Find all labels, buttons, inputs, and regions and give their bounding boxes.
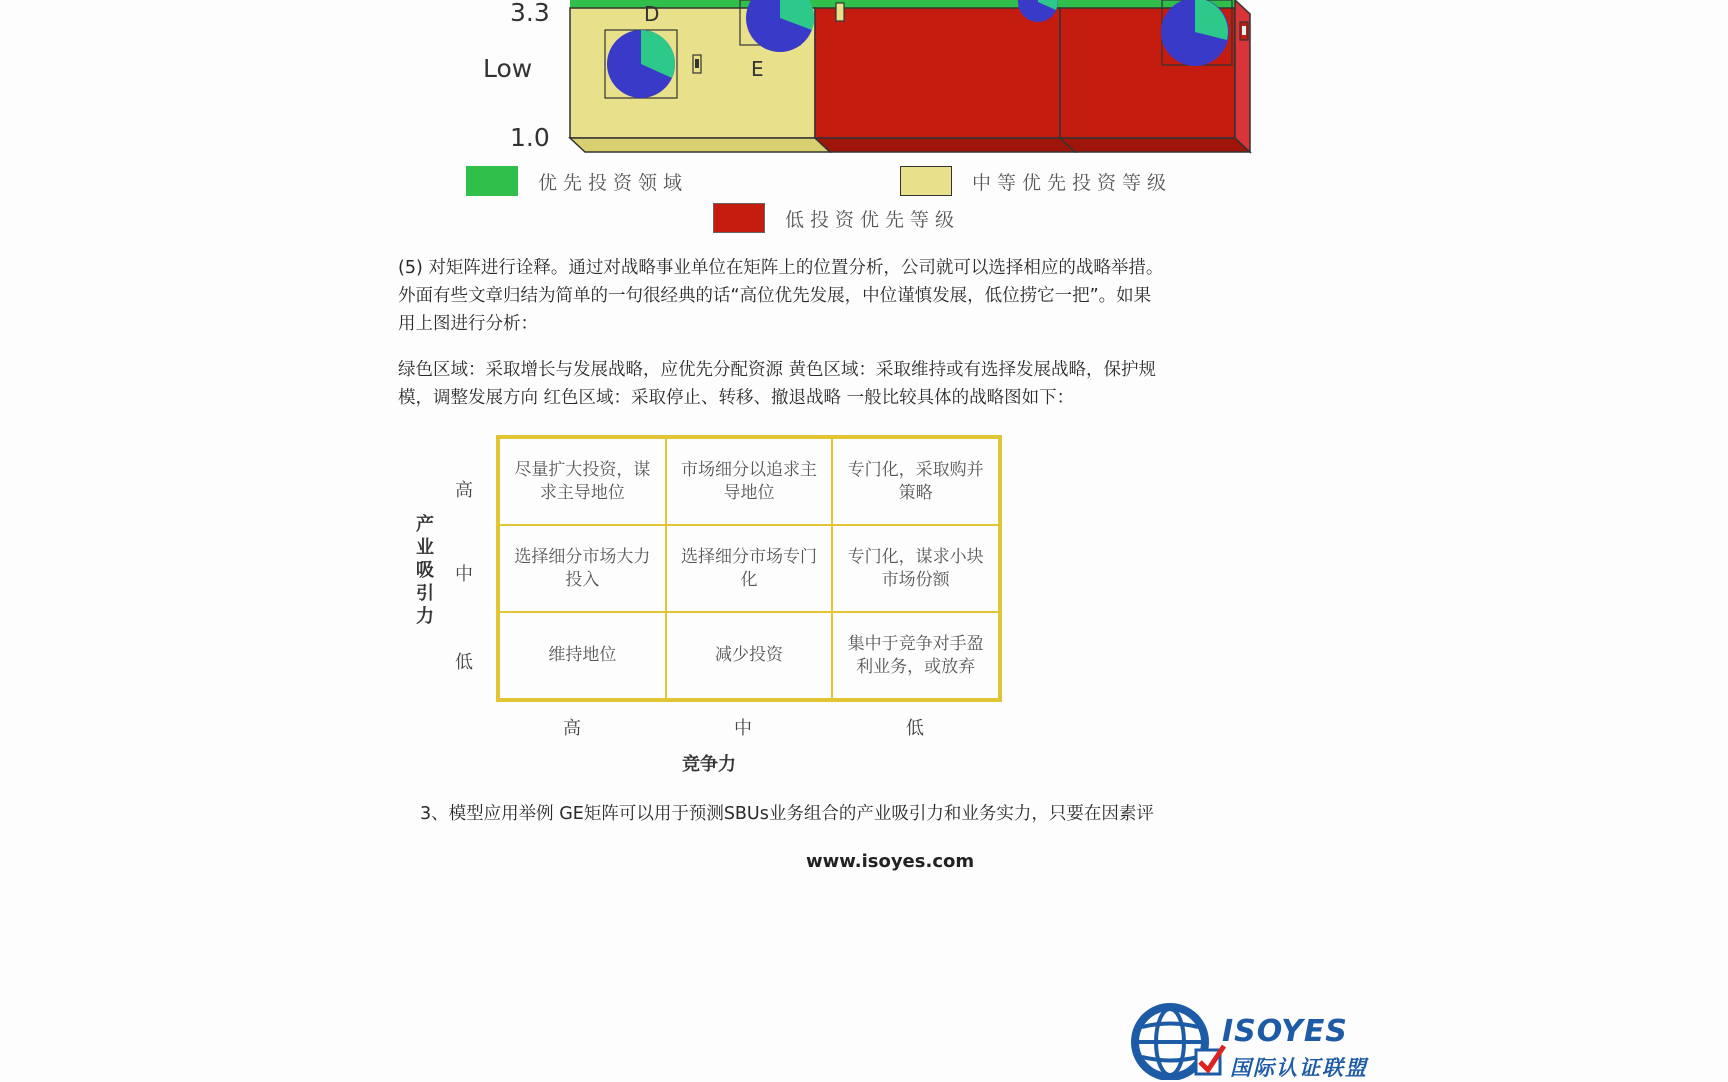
red-zone-right-base <box>1060 138 1250 152</box>
legend-label-yellow: 中等优先投资等级 <box>972 171 1173 194</box>
yellow-zone-base <box>570 138 830 152</box>
zone-letter-d: D <box>644 2 660 26</box>
legend-swatch-red <box>713 203 765 233</box>
matrix-cell: 选择细分市场大力投入 <box>499 525 666 612</box>
checkmark-icon <box>1196 1046 1224 1074</box>
green-zone <box>570 0 1235 8</box>
y-tick-1-0: 1.0 <box>510 123 550 152</box>
matrix-cell: 集中于竞争对手盈利业务，或放弃 <box>832 612 999 699</box>
matrix-cell: 专门化，谋求小块市场份额 <box>832 525 999 612</box>
matrix-row-label-low: 低 <box>455 652 473 673</box>
strategy-matrix <box>496 435 1002 702</box>
paragraph-5-line-1: (5) 对矩阵进行诠释。通过对战略事业单位在矩阵上的位置分析，公司就可以选择相应的战略举措。 <box>398 258 1164 278</box>
matrix-col-label-low: 低 <box>906 718 924 739</box>
legend-label-red: 低投资优先等级 <box>785 208 961 231</box>
legend-yellow <box>900 166 1172 196</box>
legend-swatch-yellow <box>900 166 952 196</box>
matrix-cell: 减少投资 <box>666 612 833 699</box>
matrix-col-label-high: 高 <box>563 718 581 739</box>
section-3-heading: 3、模型应用举例 GE矩阵可以用于预测SBUs业务组合的产业吸引力和业务实力，只要在因素评 <box>420 804 1154 824</box>
paragraph-interpretation <box>398 254 1388 338</box>
matrix-cell: 尽量扩大投资，谋求主导地位 <box>499 438 666 525</box>
matrix-cell: 维持地位 <box>499 612 666 699</box>
site-url: www.isoyes.com <box>806 851 975 872</box>
y-tick-3-3: 3.3 <box>510 0 550 27</box>
matrix-cell: 选择细分市场专门化 <box>666 525 833 612</box>
paragraph-5-line-2: 外面有些文章归结为简单的一句很经典的话“高位优先发展，中位谨慎发展，低位捞它一把”。如果 <box>398 286 1152 306</box>
matrix-x-axis-title: 竞争力 <box>682 754 736 775</box>
paragraph-zones-line-2: 模，调整发展方向 红色区域：采取停止、转移、撤退战略 一般比较具体的战略图如下： <box>398 388 1075 408</box>
paragraph-zones-line-1: 绿色区域：采取增长与发展战略，应优先分配资源 黄色区域：采取维持或有选择发展战略，保护规 <box>398 360 1157 380</box>
matrix-cell: 市场细分以追求主导地位 <box>666 438 833 525</box>
legend-label-green: 优先投资领域 <box>538 171 689 194</box>
matrix-col-label-mid: 中 <box>734 718 752 739</box>
legend-red <box>713 203 960 233</box>
red-zone-center-base <box>815 138 1075 152</box>
matrix-cell: 专门化，采取购并策略 <box>832 438 999 525</box>
y-tick-low: Low <box>483 54 533 83</box>
red-zone-center <box>815 8 1060 138</box>
logo-brand-text: ISOYES <box>1222 1014 1348 1049</box>
ge-matrix-chart <box>440 0 1340 235</box>
paragraph-5-line-3: 用上图进行分析： <box>398 314 538 334</box>
legend-swatch-green <box>466 166 518 196</box>
matrix-y-axis-title: 产业吸引力 <box>416 514 434 627</box>
logo-cn-text: 国际认证联盟 <box>1230 1056 1368 1080</box>
zone-letter-e: E <box>751 57 764 81</box>
legend-green <box>466 166 688 196</box>
paragraph-zones <box>398 356 1388 412</box>
matrix-row-label-mid: 中 <box>455 564 473 585</box>
matrix-row-label-high: 高 <box>455 480 473 501</box>
